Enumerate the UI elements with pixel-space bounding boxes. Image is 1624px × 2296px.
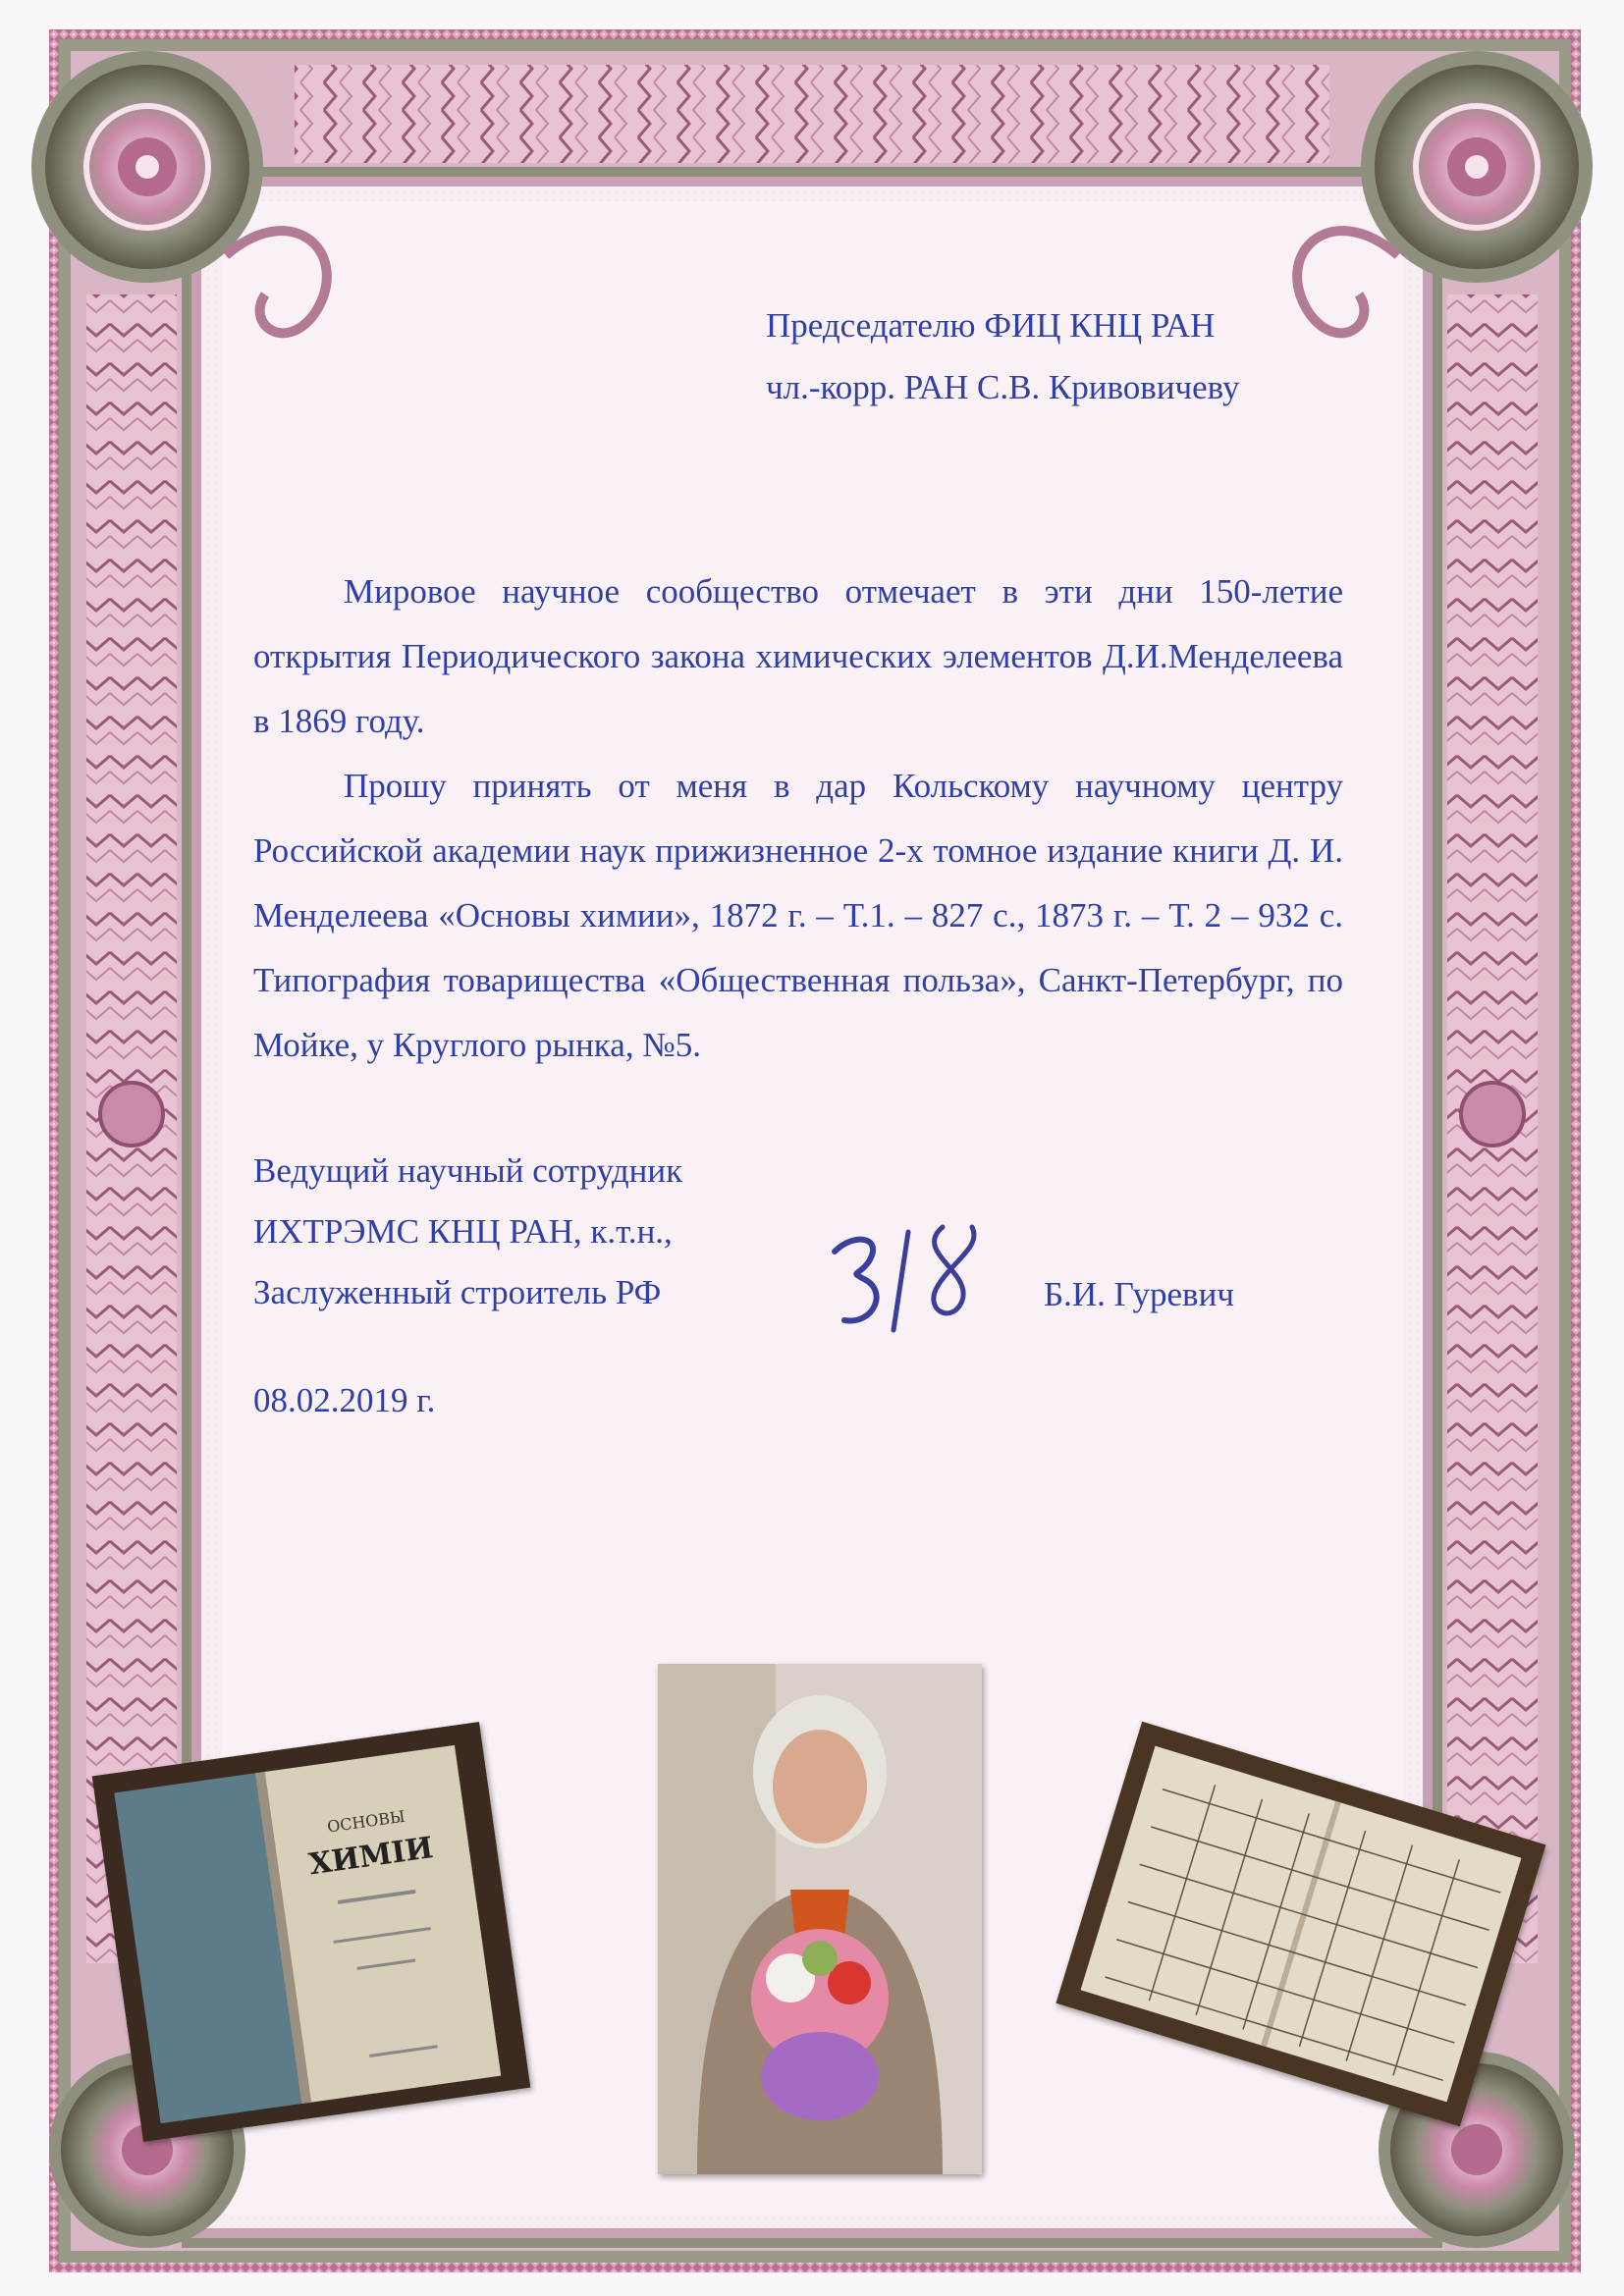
- signer-title: Заслуженный строитель РФ: [253, 1273, 662, 1311]
- portrait-photo: [658, 1664, 982, 2174]
- addressee-line-1: Председателю ФИЦ КНЦ РАН: [766, 306, 1216, 345]
- letter-date: 08.02.2019 г.: [253, 1381, 436, 1419]
- addressee-block: [766, 294, 1240, 418]
- signer-position: Ведущий научный сотрудник: [253, 1151, 683, 1190]
- handwritten-signature: [815, 1212, 1011, 1340]
- signer-institute: ИХТРЭМС КНЦ РАН, к.т.н.,: [253, 1212, 673, 1251]
- book-title-line-1: ОСНОВЫ: [326, 1806, 406, 1837]
- signature-block: [253, 1141, 682, 1323]
- paragraph-2: Прошу принять от меня в дар Кольскому научному центру Российской академии наук прижизненное 2-х томное издание книги Д. И. Менделеева «Основы химии», 1872 г. – Т.1. – 827 с., 1873 г. – Т. 2 – 932 с. Типография товарищества «Общественная польза», Санкт-Петербург, по Мойке, у Круглого рынка, №5.: [253, 767, 1343, 1064]
- book-photo: [92, 1722, 530, 2142]
- paragraph-1: Мировое научное сообщество отмечает в эти дни 150-летие открытия Периодического закона химических элементов Д.И.Менделеева в 1869 году.: [253, 572, 1343, 740]
- addressee-line-2: чл.-корр. РАН С.В. Кривовичеву: [766, 368, 1240, 406]
- book-title-line-2: ХИМІИ: [306, 1831, 436, 1883]
- signer-name: Б.И. Гуревич: [1044, 1275, 1234, 1313]
- letter-body: [253, 560, 1343, 1078]
